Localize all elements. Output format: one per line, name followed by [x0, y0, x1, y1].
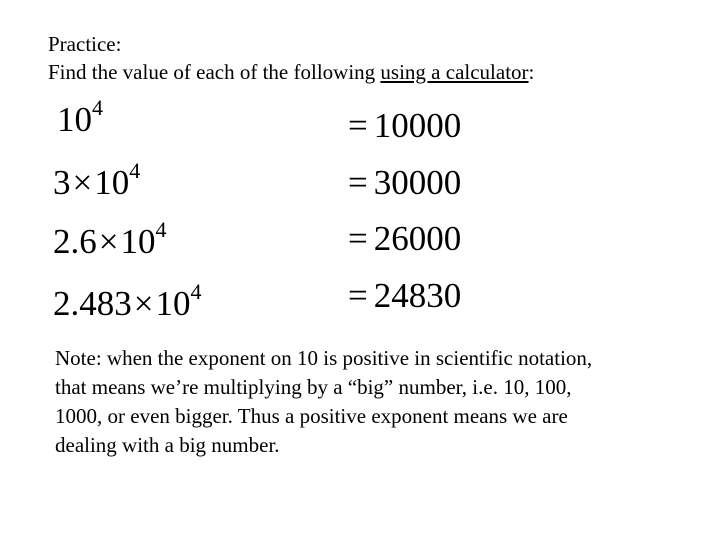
base: 10 — [155, 284, 191, 323]
expression-row-3 — [53, 217, 167, 262]
result-value: 10000 — [373, 106, 462, 145]
expression-row-4 — [53, 279, 202, 324]
equals-sign: = — [348, 106, 368, 145]
exponent: 4 — [129, 158, 141, 184]
result-value: 26000 — [373, 219, 462, 258]
note-paragraph — [55, 344, 695, 460]
base: 10 — [57, 100, 92, 139]
base: 10 — [120, 222, 156, 261]
result-value: 24830 — [373, 276, 462, 315]
expression-row-1 — [53, 95, 103, 140]
instruction-colon: : — [528, 60, 535, 84]
times-sign: × — [72, 163, 93, 202]
result-row-3 — [348, 219, 461, 259]
note-line: Note: when the exponent on 10 is positive in scientific notation, — [55, 346, 593, 370]
practice-heading — [48, 30, 534, 86]
equals-sign: = — [348, 163, 368, 202]
coefficient: 2.6 — [53, 222, 97, 261]
note-line: dealing with a big number. — [55, 433, 280, 457]
result-row-4 — [348, 276, 461, 316]
instruction-underlined-text: using a calculator — [380, 60, 529, 84]
result-row-2 — [348, 163, 461, 203]
note-line: 1000, or even bigger. Thus a positive exponent means we are — [55, 404, 568, 428]
equals-sign: = — [348, 276, 368, 315]
result-value: 30000 — [373, 163, 462, 202]
note-line: that means we’re multiplying by a “big” number, i.e. 10, 100, — [55, 375, 572, 399]
practice-title: Practice: — [48, 32, 122, 56]
result-row-1 — [348, 106, 461, 146]
base: 10 — [94, 163, 130, 202]
exponent: 4 — [92, 95, 103, 121]
practice-instruction — [48, 58, 534, 86]
times-sign: × — [98, 222, 119, 261]
coefficient: 3 — [53, 163, 71, 202]
expression-row-2 — [53, 158, 141, 203]
coefficient: 2.483 — [53, 284, 132, 323]
instruction-text: Find the value of each of the following — [48, 60, 381, 84]
equals-sign: = — [348, 219, 368, 258]
exponent: 4 — [190, 279, 202, 305]
times-sign: × — [133, 284, 154, 323]
exponent: 4 — [155, 217, 167, 243]
